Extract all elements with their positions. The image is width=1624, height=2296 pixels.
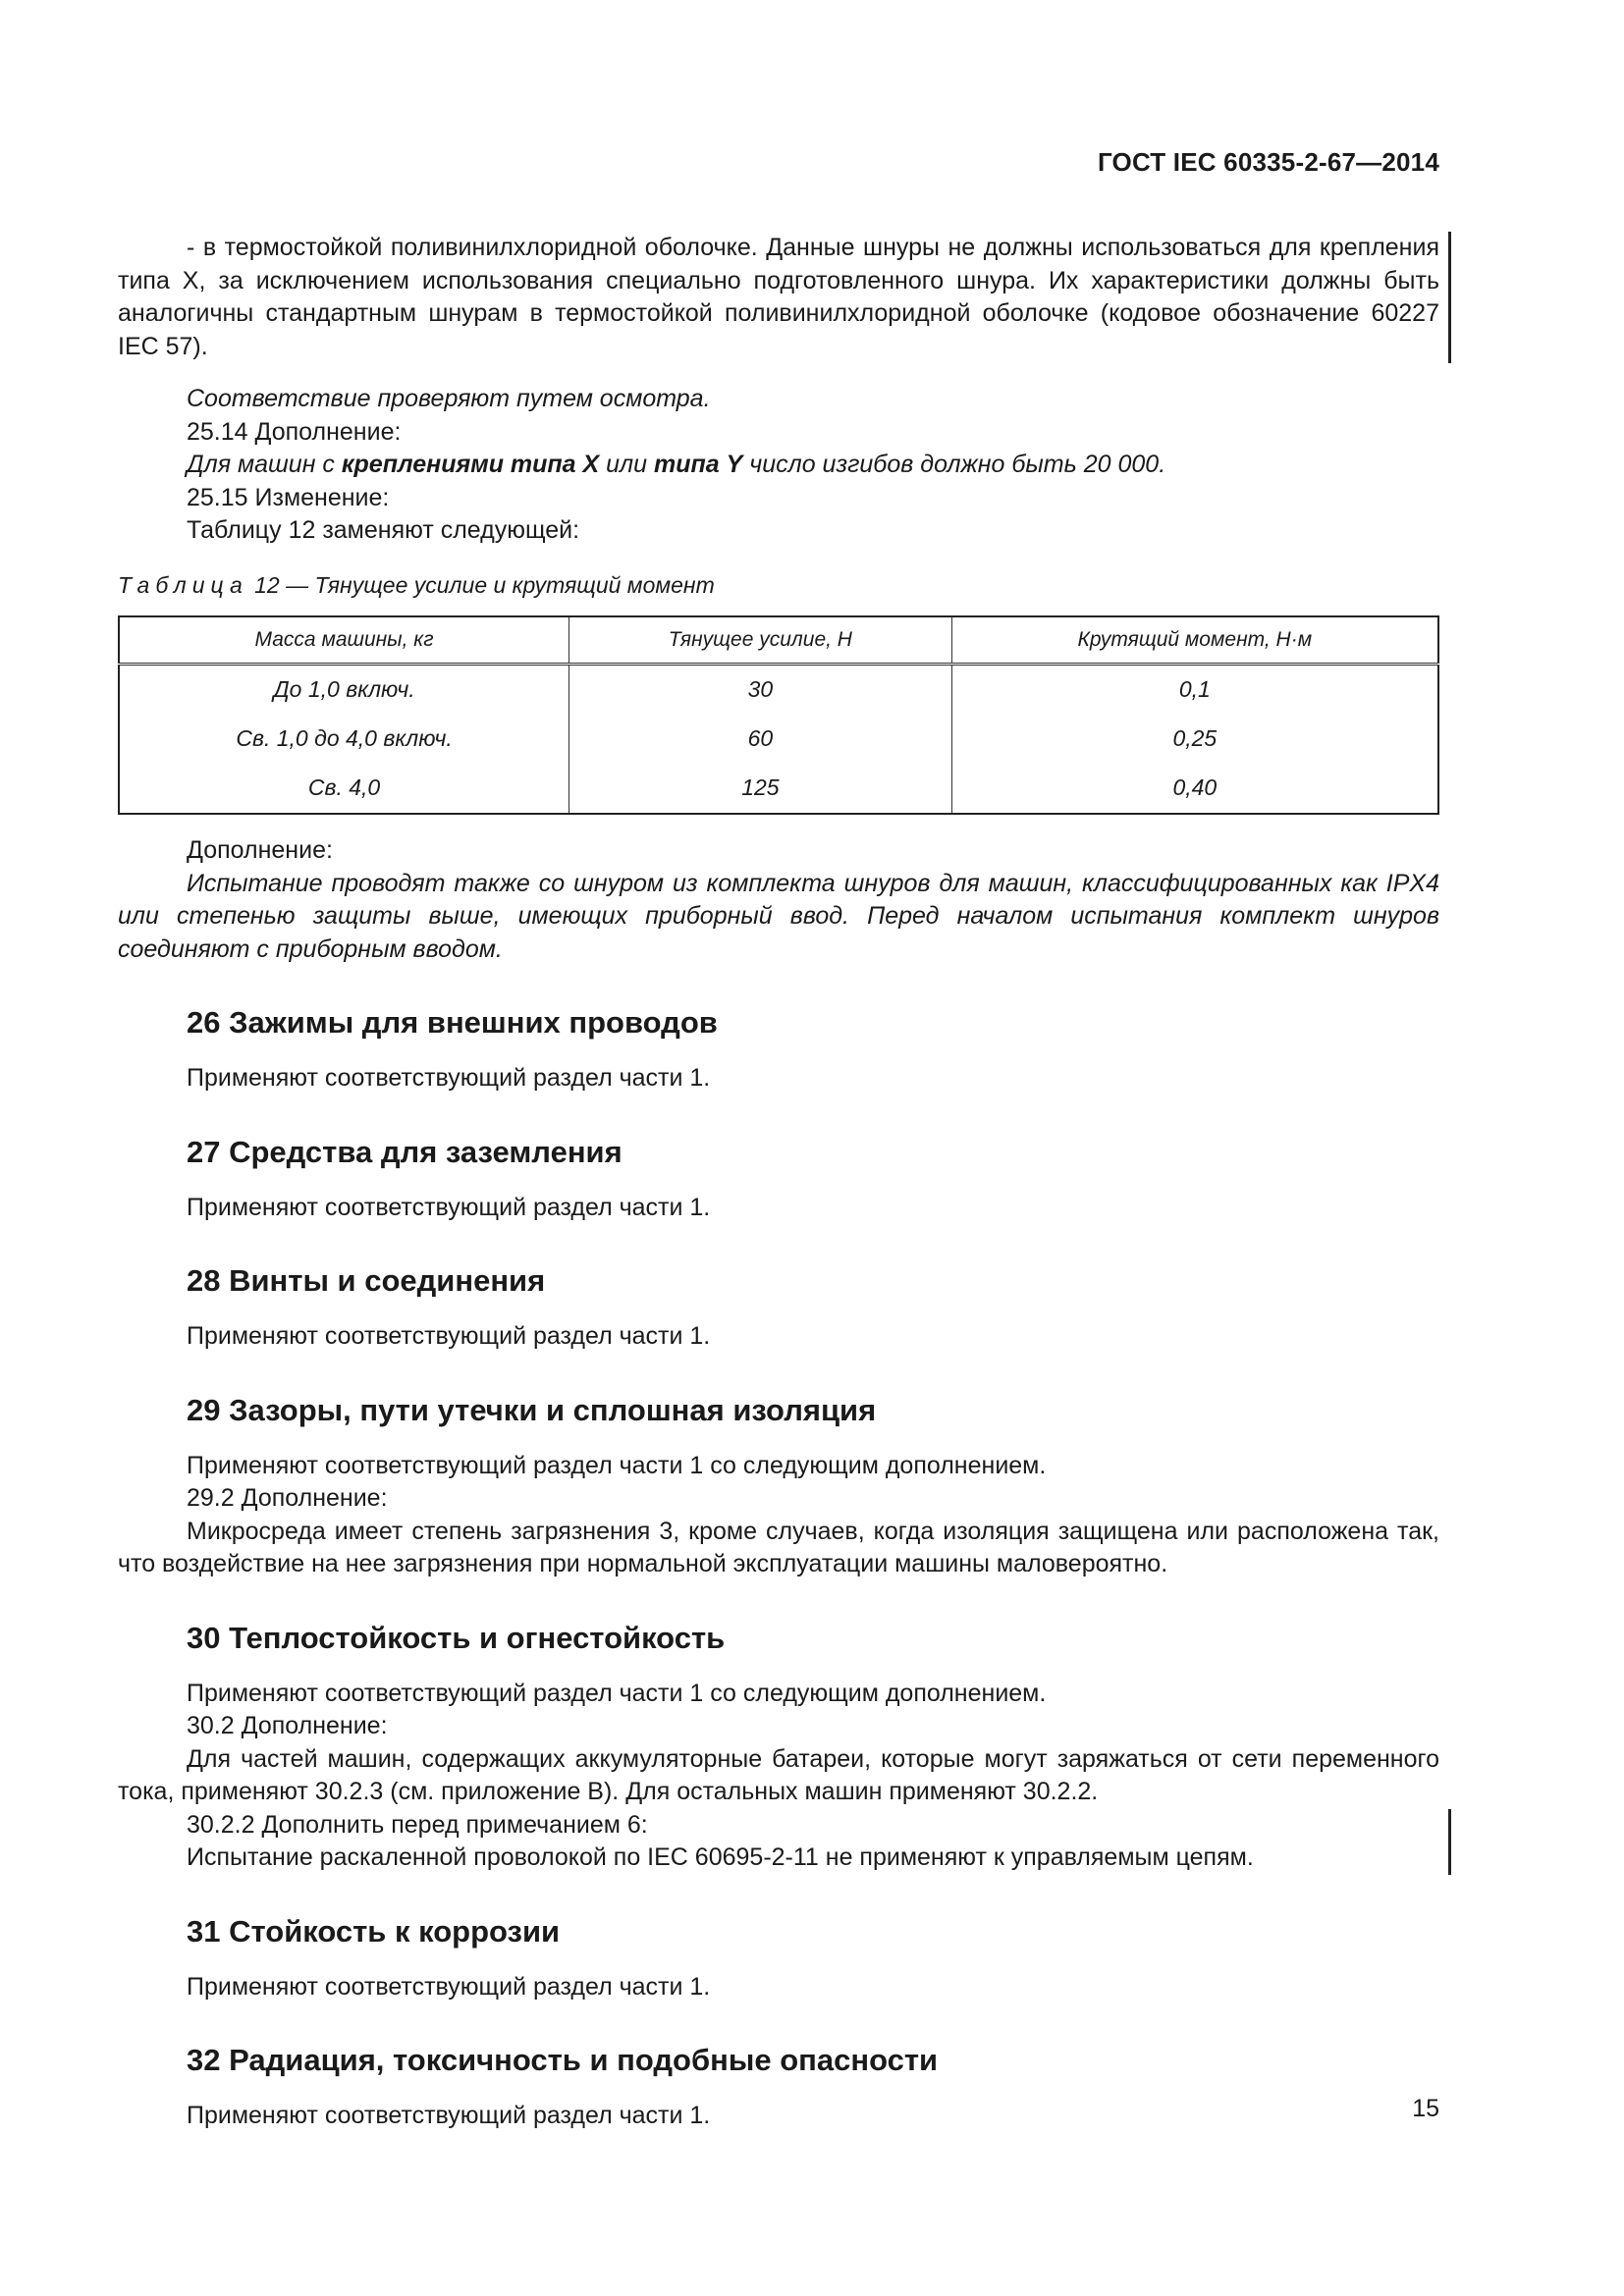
table-cell: До 1,0 включ. — [119, 665, 569, 716]
table-row — [119, 665, 1438, 716]
cord-paragraph: - в термостойкой поливинилхлоридной оболочке. Данные шнуры не должны использоваться для крепления типа X, за исключением использования специально подготовленного шнура. Их характеристики должны быть аналогичны стандартным шнурам в термостойкой поливинилхлоридной оболочке (кодовое обозначение 60227 IEC 57). — [118, 234, 1439, 360]
section-26-text: Применяют соответствующий раздел части 1. — [187, 1064, 711, 1092]
clause-29-2: 29.2 Дополнение: — [187, 1484, 388, 1512]
section-28-text: Применяют соответствующий раздел части 1. — [187, 1322, 711, 1350]
conformity-text: Соответствие проверяют путем осмотра. — [187, 385, 711, 412]
table-header-row — [119, 616, 1438, 665]
machines-flex-text: Для машин с креплениями типа X или типа Y число изгибов должно быть 20 000. — [187, 451, 1166, 478]
section-32-title: 32 Радиация, токсичность и подобные опасности — [187, 2043, 939, 2077]
clause-30-2-2-block — [118, 1809, 1439, 1875]
section-26-title: 26 Зажимы для внешних проводов — [187, 1005, 718, 1040]
column-header-torque: Крутящий момент, Н·м — [951, 616, 1438, 665]
section-30-text: Применяют соответствующий раздел части 1 со следующим дополнением. — [187, 1679, 1047, 1707]
table-cell: 30 — [569, 665, 952, 716]
section-29-text: Применяют соответствующий раздел части 1 со следующим дополнением. — [187, 1451, 1047, 1479]
clause-30-2: 30.2 Дополнение: — [187, 1712, 388, 1739]
section-30-body: Для частей машин, содержащих аккумуляторные батареи, которые могут заряжаться от сети переменного тока, применяют 30.2.3 (см. приложение B). Для остальных машин применяют 30.2.2. — [118, 1744, 1439, 1805]
column-header-mass: Масса машины, кг — [119, 616, 569, 665]
change-bar — [1448, 1809, 1451, 1875]
section-31-text: Применяют соответствующий раздел части 1. — [187, 1972, 711, 2001]
table-replace-text: Таблицу 12 заменяют следующей: — [187, 516, 580, 544]
table-cell: Св. 1,0 до 4,0 включ. — [119, 715, 569, 764]
cord-paragraph-block — [118, 232, 1439, 363]
table-cell: 0,25 — [951, 715, 1438, 764]
table-row — [119, 764, 1438, 814]
table-cell: 0,40 — [951, 764, 1438, 814]
column-header-pull: Тянущее усилие, Н — [569, 616, 952, 665]
clause-25-14: 25.14 Дополнение: — [187, 417, 402, 446]
clause-30-2-2-text: Испытание раскаленной проволокой по IEC 60695-2-11 не применяют к управляемым цепям. — [187, 1843, 1254, 1871]
section-31-title: 31 Стойкость к коррозии — [187, 1913, 561, 1949]
section-29-body: Микросреда имеет степень загрязнения 3, кроме случаев, когда изоляция защищена или расположена так, что воздействие на нее загрязнения при нормальной эксплуатации машины маловероятно. — [118, 1517, 1439, 1577]
section-29-title: 29 Зазоры, пути утечки и сплошная изоляция — [187, 1392, 877, 1427]
table-cell: 125 — [569, 764, 952, 814]
change-bar — [1448, 232, 1451, 363]
table-caption: Таблица 12 — Тянущее усилие и крутящий момент — [118, 571, 715, 598]
page-number: 15 — [1412, 2095, 1439, 2122]
document-header: ГОСТ IEC 60335-2-67—2014 — [1097, 147, 1439, 177]
section-32-text: Применяют соответствующий раздел части 1. — [187, 2102, 711, 2129]
clause-25-15: 25.15 Изменение: — [187, 483, 390, 511]
section-27-title: 27 Средства для заземления — [187, 1134, 623, 1169]
clause-30-2-2: 30.2.2 Дополнить перед примечанием 6: — [187, 1810, 648, 1839]
section-30-title: 30 Теплостойкость и огнестойкость — [187, 1620, 726, 1655]
addition-label: Дополнение: — [187, 836, 333, 864]
section-27-text: Применяют соответствующий раздел части 1. — [187, 1193, 711, 1221]
table-row — [119, 715, 1438, 764]
section-28-title: 28 Винты и соединения — [187, 1263, 546, 1298]
page-content — [118, 232, 1439, 2133]
addition-text: Испытание проводят также со шнуром из комплекта шнуров для машин, классифицированных как IPX4 или степенью защиты выше, имеющих приборный ввод. Перед началом испытания комплект шнуров соединяют с приборным вводом. — [118, 869, 1439, 963]
table-cell: 0,1 — [951, 665, 1438, 716]
table-cell: Св. 4,0 — [119, 764, 569, 814]
table-cell: 60 — [569, 715, 952, 764]
table-12 — [118, 615, 1439, 815]
